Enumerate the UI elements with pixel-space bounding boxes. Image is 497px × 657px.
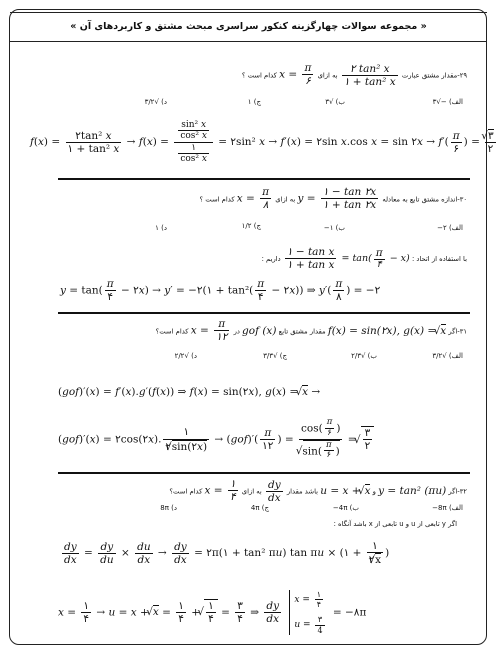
q29-option-d[interactable]: د) √۳/۲ bbox=[144, 98, 167, 106]
q31-question: ۳۱-اگر f(x) = sin(۲x), g(x) = √ x مقدار مشتق تابع gof (x) در x = $\frac{\pi}{۱۲}$ کدام است؟ bbox=[27, 318, 467, 343]
q32-option-c[interactable]: ج) 4π bbox=[250, 504, 269, 512]
q32-note: اگر y تابعی از u و u تابعی از x باشد آنگاه : bbox=[333, 520, 457, 528]
q31-option-a[interactable]: الف) √۳/۲ bbox=[432, 352, 463, 360]
separator-1 bbox=[58, 178, 470, 180]
q29-option-c[interactable]: ج) ۱ bbox=[247, 98, 261, 106]
q32-line1: $\frac{dy}{dx}$ = $\frac{dy}{du}$ × $\frac{du}{dx}$ → $\frac{dy}{dx}$ = ۲π(۱ + tan² πu) tan πu × (۱ + $\frac{۱}{۲√ x}$ ) bbox=[60, 540, 389, 566]
q29-solution: f(x) = $\frac{\text{۲tan² x}}{\text{۱ + tan² x}}$ → f(x) = $\frac{\frac{\text{sin² x}}{\text{cos² x}}}{\frac{۱}{\text{cos² x}}}$ = ۲sin² x → f′(x) = ۲sin x.cos x = sin ۲x → f′( $\frac{\pi}{۶}$ ) = √ $\frac{۳}{۲}$ bbox=[30, 120, 497, 164]
q31-option-d[interactable]: د) √۲/۲ bbox=[174, 352, 197, 360]
q32-line2: x = $\frac{۱}{۴}$ → u = x + √ x = $\frac{۱}{۴}$ + √ $\frac{۱}{۴}$ = $\frac{۳}{۴}$ ⇒ $\frac{dy}{dx}$ x = $\frac{۱}{۴}$ u = $\frac{۳}{4}$ = −۸π bbox=[58, 590, 366, 635]
q32-question: ۳۲-اگر y = tan² (πu) و u = x + √ x باشد مقدار $\frac{dy}{dx}$ به ازای x = $\frac{۱}{۴}$ کدام است؟ bbox=[27, 478, 467, 504]
page-title: « مجموعه سوالات چهارگزینه کنکور سراسری مبحث مشتق و کاربردهای آن » bbox=[10, 12, 487, 42]
q29-question: ۲۹-مقدار مشتق عبارت $\frac{\text{۲ tan² x}}{\text{۱ + tan² x}}$ به ازای x = $\frac{\pi}{۶}$ کدام است ؟ bbox=[241, 62, 467, 89]
q30-note: با استفاده از اتحاد : $\frac{\text{۱ − tan x}}{\text{۱ + tan x}}$ = tan( $\frac{\pi}{۴}$ − x) داریم : bbox=[261, 246, 467, 272]
q31-line2: (gof)′(x) = ۲cos(۲x). $\frac{۱}{۲√ \sin(۲x)}$ → (gof)′( $\frac{\pi}{۱۲}$ ) = cos( $\frac{\pi}{۶}$ ) √ sin( $\frac{\pi}{۶}$ ) = √ $\frac{۳}{۲}$ bbox=[58, 418, 374, 461]
q31-line1: (gof)′(x) = f′(x).g′(f(x)) ⇒ f(x) = sin(۲x), g(x) = √ x → bbox=[58, 385, 320, 398]
q29-option-a[interactable]: الف) −√۳ bbox=[432, 98, 463, 106]
q32-option-b[interactable]: ب) 4π− bbox=[332, 504, 359, 512]
q29-option-b[interactable]: ب) √۳ bbox=[325, 98, 345, 106]
q30-option-c[interactable]: ج) ۱/۲ bbox=[241, 222, 261, 230]
q31-option-b[interactable]: ب) √۲/۳ bbox=[351, 352, 377, 360]
q32-option-d[interactable]: د) 8π bbox=[160, 504, 177, 512]
separator-2 bbox=[58, 312, 470, 314]
q30-option-d[interactable]: د) ۱ bbox=[155, 224, 167, 232]
q30-question: ۳۰-اندازه مشتق تابع به معادله y = $\frac{۱ - \tan ۲x}{۱ + \tan ۲x}$ به ازای x = $\frac{\pi}{۸}$ کدام است ؟ bbox=[199, 186, 467, 212]
q31-option-c[interactable]: ج) √۳/۳ bbox=[263, 352, 287, 360]
q30-option-b[interactable]: ب) ۱− bbox=[323, 224, 345, 232]
q30-solution: y = tan( $\frac{\pi}{۴}$ − ۲x) → y′ = −۲(۱ + tan²( $\frac{\pi}{۴}$ − ۲x)) ⇒ y′( $\frac{\pi}{۸}$ ) = −۲ bbox=[60, 278, 381, 304]
separator-3 bbox=[58, 472, 470, 474]
q30-option-a[interactable]: الف) ۲− bbox=[437, 224, 463, 232]
q32-option-a[interactable]: الف) 8π− bbox=[432, 504, 463, 512]
